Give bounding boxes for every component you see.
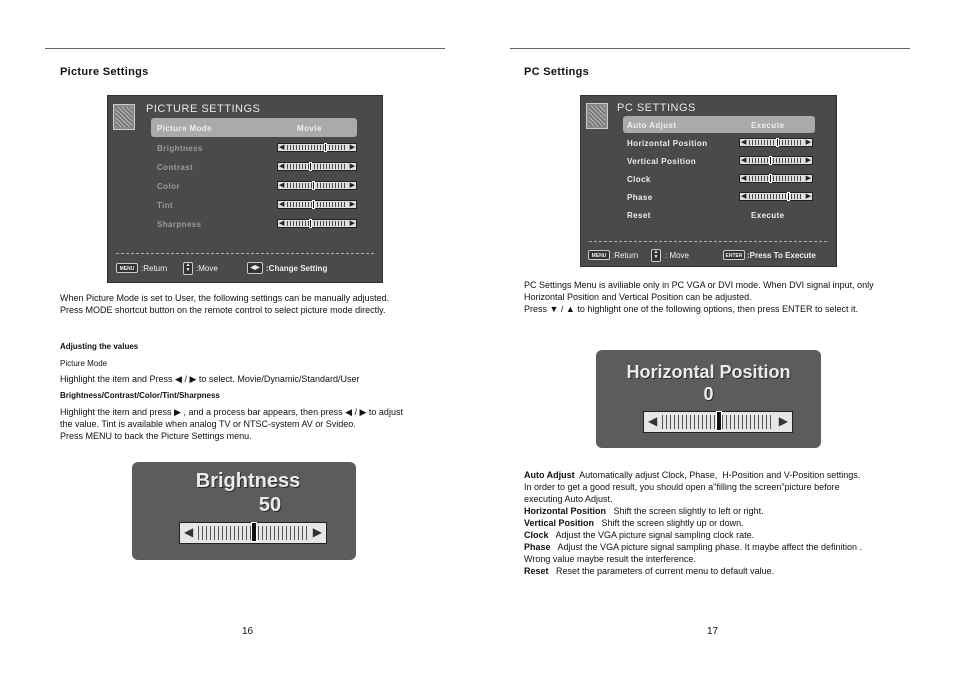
pc-intro-line: Press ▼ / ▲ to highlight one of the following options, then press ENTER to select it.	[524, 304, 858, 314]
pc-description-text: In order to get a good result, you should open a"filling the screen"picture before	[524, 482, 840, 492]
bar-knob[interactable]	[769, 174, 772, 183]
osd-reset-label[interactable]: Reset	[627, 211, 651, 220]
osd-item-sharpness-label[interactable]: Sharpness	[157, 220, 202, 229]
osd-item-clock-bar[interactable]	[739, 174, 813, 183]
arrow-right-icon: ▶	[349, 163, 355, 170]
bar-knob[interactable]	[776, 138, 779, 147]
osd-item-color-bar[interactable]	[277, 181, 357, 190]
bar-knob[interactable]	[769, 156, 772, 165]
bar-knob[interactable]	[324, 143, 327, 152]
arrow-left-icon: ◀	[741, 193, 747, 200]
bar-knob[interactable]	[716, 411, 722, 431]
pc-settings-heading: PC Settings	[524, 66, 590, 78]
pc-intro	[524, 279, 874, 315]
osd-footer-execute: :Press To Execute	[747, 251, 816, 260]
pc-description-text: Adjust the VGA picture signal sampling phase. It maybe affect the definition .	[550, 542, 863, 552]
arrow-right-icon: ▶	[312, 525, 322, 539]
osd-item-contrast-label[interactable]: Contrast	[157, 163, 194, 172]
osd-divider	[116, 253, 374, 254]
arrow-right-icon: ▶	[349, 144, 355, 151]
page-number-right: 17	[707, 626, 719, 637]
osd-footer-move: :Move	[196, 264, 218, 273]
osd-title: PICTURE SETTINGS	[146, 103, 261, 115]
brightness-popup-bar[interactable]	[179, 522, 327, 544]
osd-footer-return: :Return	[141, 264, 168, 273]
pc-description-line	[524, 493, 862, 505]
horizontal-position-popup-bar[interactable]	[643, 411, 793, 433]
osd-footer-return: :Return	[612, 251, 639, 260]
bar-track	[287, 221, 347, 226]
pc-description-term: Phase	[524, 542, 551, 552]
bcc-text	[60, 406, 403, 442]
horizontal-position-popup-title: Horizontal Position	[626, 362, 791, 382]
osd-divider	[589, 241, 827, 242]
pc-description-text: Reset the parameters of current menu to default value.	[548, 566, 775, 576]
picture-settings-osd	[107, 95, 383, 283]
pc-intro-line: Horizontal Position and Vertical Position can be adjusted.	[524, 292, 752, 302]
arrow-right-icon: ▶	[805, 139, 811, 146]
pc-description-term: Auto Adjust	[524, 470, 575, 480]
pc-description-line	[524, 505, 862, 517]
osd-item-tint-label[interactable]: Tint	[157, 201, 174, 210]
bar-knob[interactable]	[312, 200, 315, 209]
bar-track	[749, 194, 803, 199]
osd-item-color-label[interactable]: Color	[157, 182, 180, 191]
picture-mode-heading: Picture Mode	[60, 359, 108, 368]
bar-knob[interactable]	[312, 181, 315, 190]
arrow-right-icon: ▶	[349, 201, 355, 208]
arrow-left-icon: ◀	[279, 182, 285, 189]
osd-picture-mode-value: Movie	[297, 124, 322, 133]
arrow-right-icon: ▶	[778, 414, 788, 428]
pc-description-text: Shift the screen slightly up or down.	[594, 518, 744, 528]
pc-description-text: Shift the screen slightly to left or right.	[606, 506, 764, 516]
bar-knob[interactable]	[251, 522, 257, 542]
bar-track	[749, 176, 803, 181]
bar-track	[287, 202, 347, 207]
osd-item-sharpness-bar[interactable]	[277, 219, 357, 228]
bcc-heading: Brightness/Contrast/Color/Tint/Sharpness	[60, 391, 220, 400]
leftright-key-icon: ◀▶	[247, 262, 263, 274]
pc-description-line	[524, 541, 862, 553]
pc-description-text: executing Auto Adjust.	[524, 494, 613, 504]
updown-key-icon: ▲ ▼	[651, 249, 661, 262]
osd-item-phase-label[interactable]: Phase	[627, 193, 653, 202]
bar-track	[287, 164, 347, 169]
pc-description-term: Vertical Position	[524, 518, 595, 528]
osd-auto-adjust-value: Execute	[751, 121, 785, 130]
arrow-left-icon: ◀	[279, 144, 285, 151]
bar-track	[287, 183, 347, 188]
pc-description-line	[524, 469, 862, 481]
picture-intro-line: When Picture Mode is set to User, the following settings can be manually adjusted.	[60, 293, 390, 303]
pc-description-line	[524, 517, 862, 529]
picture-intro	[60, 292, 389, 316]
pc-description-term: Reset	[524, 566, 549, 576]
pc-description-line	[524, 481, 862, 493]
osd-footer-move: : Move	[665, 251, 690, 260]
arrow-left-icon: ◀	[279, 163, 285, 170]
menu-key-icon: MENU	[116, 263, 138, 273]
pc-description-line	[524, 529, 862, 541]
arrow-left-icon: ◀	[648, 414, 658, 428]
osd-footer-change: :Change Setting	[266, 264, 328, 273]
arrow-left-icon: ◀	[741, 139, 747, 146]
pc-description-text: Wrong value maybe result the interference.	[524, 554, 696, 564]
arrow-left-icon: ◀	[279, 201, 285, 208]
arrow-right-icon: ▶	[805, 175, 811, 182]
pc-description-term: Horizontal Position	[524, 506, 606, 516]
arrow-left-icon: ◀	[279, 220, 285, 227]
osd-item-brightness-label[interactable]: Brightness	[157, 144, 203, 153]
osd-picture-mode-label: Picture Mode	[157, 124, 213, 133]
arrow-right-icon: ▶	[805, 157, 811, 164]
right-top-rule	[510, 48, 910, 49]
osd-item-phase-bar[interactable]	[739, 192, 813, 201]
menu-key-icon: MENU	[588, 250, 610, 260]
bcc-text-line: Press MENU to back the Picture Settings menu.	[60, 431, 252, 441]
bcc-text-line: the value. Tint is available when analog TV or NTSC-system AV or Svideo.	[60, 419, 356, 429]
osd-item-contrast-bar[interactable]	[277, 162, 357, 171]
pc-descriptions	[524, 469, 862, 577]
adjusting-heading: Adjusting the values	[60, 342, 139, 351]
arrow-left-icon: ◀	[184, 525, 194, 539]
arrow-right-icon: ▶	[349, 220, 355, 227]
bar-track	[749, 158, 803, 163]
bar-knob[interactable]	[309, 219, 312, 228]
arrow-right-icon: ▶	[805, 193, 811, 200]
arrow-left-icon: ◀	[741, 175, 747, 182]
left-top-rule	[45, 48, 445, 49]
osd-logo-icon	[586, 103, 608, 129]
picture-intro-line: Press MODE shortcut button on the remote control to select picture mode directly.	[60, 305, 386, 315]
updown-key-icon: ▲ ▼	[183, 262, 193, 275]
pc-description-line	[524, 565, 862, 577]
bcc-text-line: Highlight the item and press ▶ , and a process bar appears, then press ◀ / ▶ to adjust	[60, 407, 403, 417]
picture-settings-heading: Picture Settings	[60, 66, 149, 78]
osd-item-vertical-position-bar[interactable]	[739, 156, 813, 165]
osd-item-vertical-position-label[interactable]: Vertical Position	[627, 157, 697, 166]
pc-description-text: Automatically adjust Clock, Phase, H-Position and V-Position settings.	[574, 470, 861, 480]
osd-item-tint-bar[interactable]	[277, 200, 357, 209]
osd-title: PC SETTINGS	[617, 102, 696, 114]
page-number-left: 16	[242, 626, 254, 637]
bar-track	[287, 145, 347, 150]
horizontal-position-popup-value: 0	[703, 384, 714, 404]
osd-auto-adjust-label: Auto Adjust	[627, 121, 677, 130]
osd-reset-value[interactable]: Execute	[751, 211, 785, 220]
picture-mode-text: Highlight the item and Press ◀ / ▶ to select. Movie/Dynamic/Standard/User	[60, 374, 360, 384]
pc-description-text: Adjust the VGA picture signal sampling clock rate.	[548, 530, 755, 540]
osd-logo-icon	[113, 104, 135, 130]
enter-key-icon: ENTER	[723, 250, 745, 260]
brightness-popup-title: Brightness	[195, 470, 301, 492]
brightness-popup	[132, 462, 356, 560]
bar-knob[interactable]	[309, 162, 312, 171]
pc-description-term: Clock	[524, 530, 549, 540]
brightness-popup-value: 50	[258, 494, 282, 516]
pc-intro-line: PC Settings Menu is aviliable only in PC VGA or DVI mode. When DVI signal input, only	[524, 280, 874, 290]
osd-item-horizontal-position-bar[interactable]	[739, 138, 813, 147]
pc-settings-osd	[580, 95, 837, 267]
osd-item-clock-label[interactable]: Clock	[627, 175, 651, 184]
pc-description-line	[524, 553, 862, 565]
osd-item-horizontal-position-label[interactable]: Horizontal Position	[627, 139, 708, 148]
bar-knob[interactable]	[787, 192, 790, 201]
horizontal-position-popup	[596, 350, 821, 448]
arrow-right-icon: ▶	[349, 182, 355, 189]
osd-item-brightness-bar[interactable]	[277, 143, 357, 152]
arrow-left-icon: ◀	[741, 157, 747, 164]
